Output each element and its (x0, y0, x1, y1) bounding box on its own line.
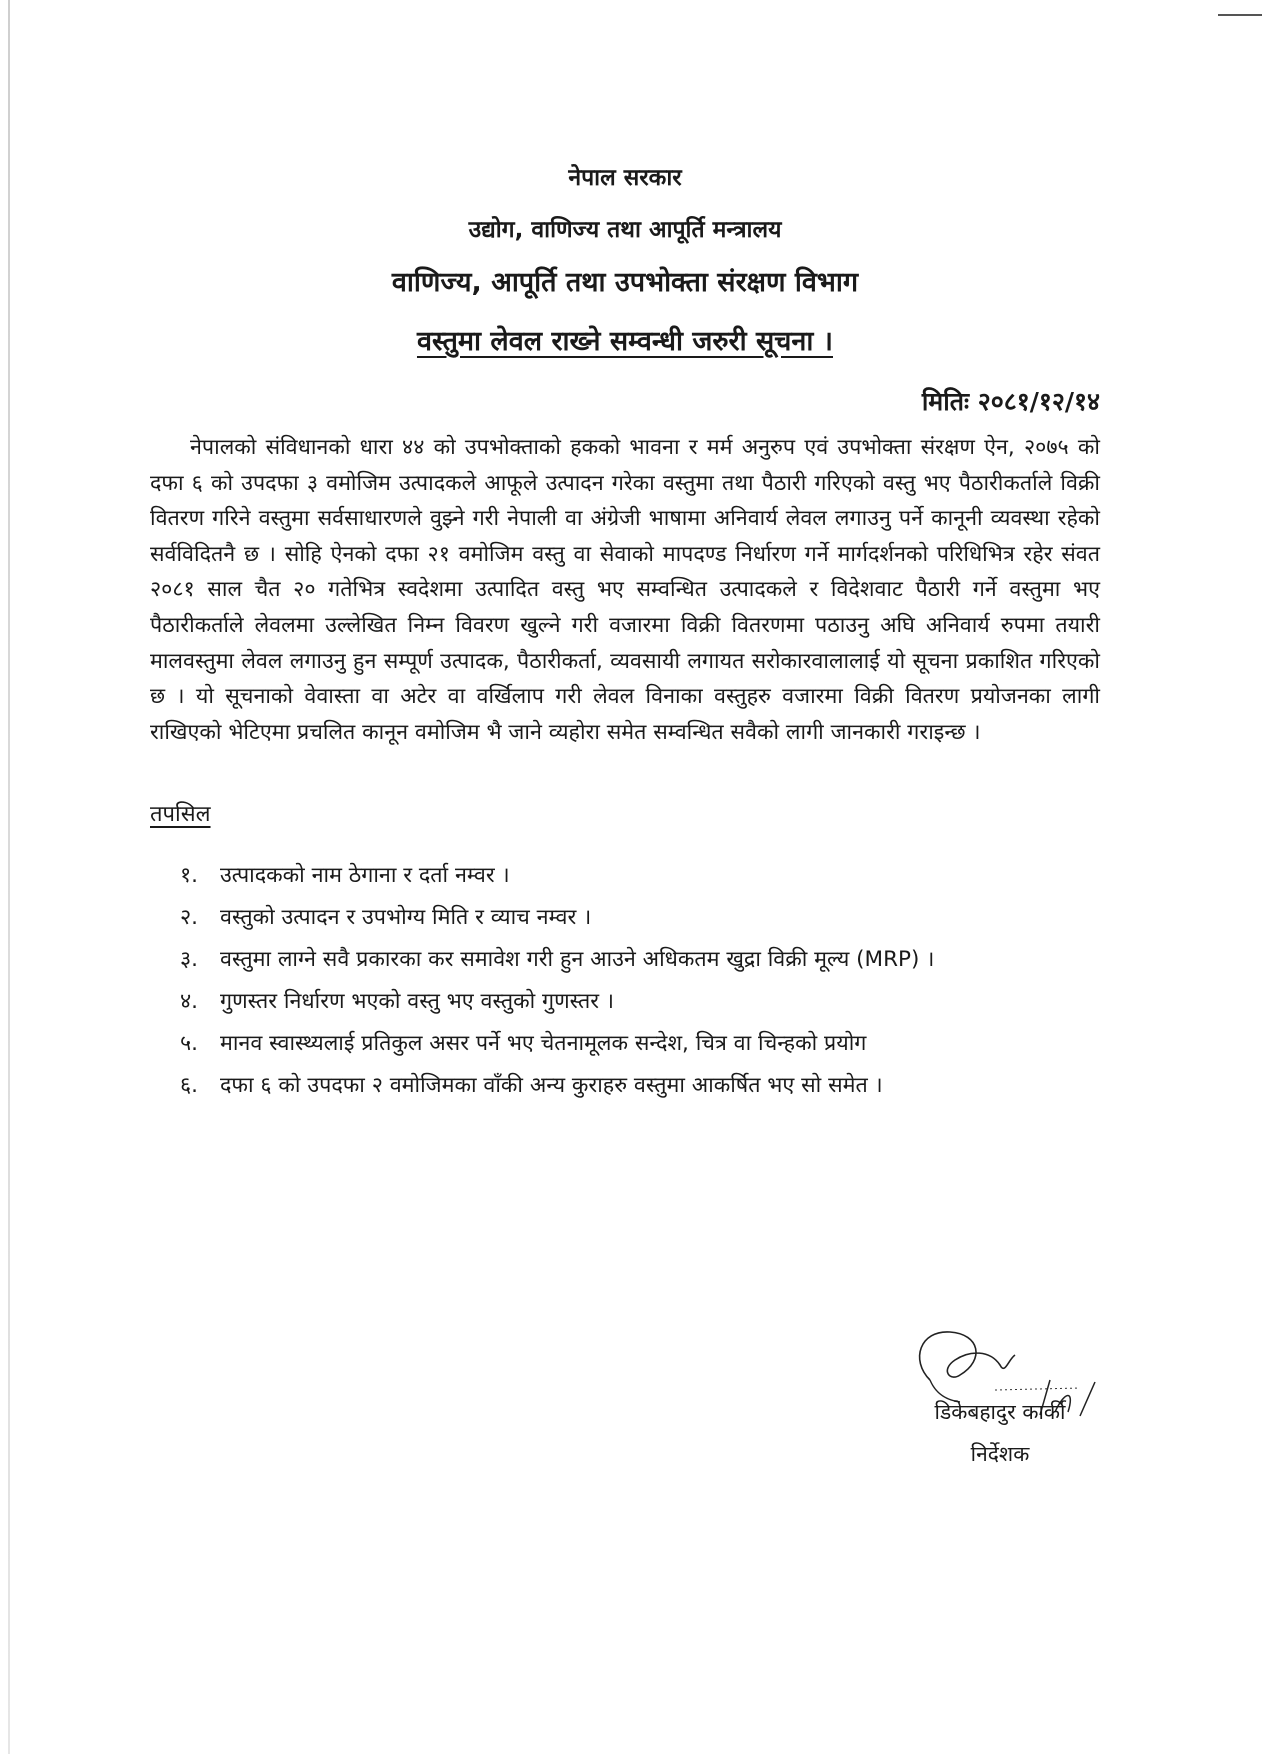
notice-body: नेपालको संविधानको धारा ४४ को उपभोक्ताको हकको भावना र मर्म अनुरुप एवं उपभोक्ता संरक्षण ऐन, २०७५ को दफा ६ को उपदफा ३ वमोजिम उत्पादकले आफूले उत्पादन गरेका वस्तुमा तथा पैठारी गरिएको वस्तु भए पैठारीकर्ताले विक्री वितरण गरिने वस्तुमा सर्वसाधारणले वुझ्ने गरी नेपाली वा अंग्रेजी भाषामा अनिवार्य लेवल लगाउनु पर्ने कानूनी व्यवस्था रहेको सर्वविदितनै छ । सोहि ऐनको दफा २१ वमोजिम वस्तु वा सेवाको मापदण्ड निर्धारण गर्ने मार्गदर्शनको परिधिभित्र रहेर संवत २०८१ साल चैत २० गतेभित्र स्वदेशमा उत्पादित वस्तु भए सम्वन्धित उत्पादकले र विदेशवाट पैठारी गर्ने वस्तुमा भए पैठारीकर्ताले लेवलमा उल्लेखित निम्न विवरण खुल्ने गरी वजारमा विक्री वितरणमा पठाउनु अघि अनिवार्य रुपमा तयारी मालवस्तुमा लेवल लगाउनु हुन सम्पूर्ण उत्पादक, पैठारीकर्ता, व्यवसायी लगायत सरोकारवालालाई यो सूचना प्रकाशित गरिएको छ । यो सूचनाको वेवास्ता वा अटेर वा वर्खिलाप गरी लेवल विनाका वस्तुहरु वजारमा विक्री वितरण प्रयोजनका लागी राखिएको भेटिएमा प्रचलित कानून वमोजिम भै जाने व्यहोरा समेत सम्वन्धित सवैको लागी जानकारी गराइन्छ । (150, 435, 1100, 745)
notice-subject: वस्तुमा लेवल राख्ने सम्वन्धी जरुरी सूचना । (416, 326, 833, 357)
letterhead (150, 160, 1100, 358)
list-item: ५. मानव स्वास्थ्यलाई प्रतिकुल असर पर्ने भए चेतनामूलक सन्देश, चित्र वा चिन्हको प्रयोग (180, 1030, 867, 1056)
scan-mark (1218, 14, 1262, 16)
signer-title: निर्देशक (970, 1442, 1030, 1466)
details-heading: तपसिल (150, 801, 211, 827)
notice-document (150, 150, 1100, 1110)
list-item: ३. वस्तुमा लाग्ने सवै प्रकारका कर समावेश गरी हुन आउने अधिकतम खुद्रा विक्री मूल्य (MRP) । (180, 946, 935, 972)
signature-block (900, 1340, 1100, 1468)
list-item: १. उत्पादकको नाम ठेगाना र दर्ता नम्वर । (180, 862, 510, 888)
notice-date: मितिः २०८१/१२/१४ (921, 387, 1100, 416)
scan-edge (8, 0, 10, 1754)
list-item: ४. गुणस्तर निर्धारण भएको वस्तु भए वस्तुको गुणस्तर । (180, 988, 615, 1014)
list-item: ६. दफा ६ को उपदफा २ वमोजिमका वाँकी अन्य कुराहरु वस्तुमा आकर्षित भए सो समेत । (180, 1072, 883, 1098)
list-item: २. वस्तुको उत्पादन र उपभोग्य मिति र व्याच नम्वर । (180, 904, 592, 930)
ministry-name: उद्योग, वाणिज्य तथा आपूर्ति मन्त्रालय (468, 217, 782, 243)
department-name: वाणिज्य, आपूर्ति तथा उपभोक्ता संरक्षण विभाग (391, 267, 859, 298)
signer-name: डिकेबहादुर कार्की (934, 1400, 1066, 1424)
government-name: नेपाल सरकार (568, 165, 682, 191)
details-list (150, 858, 1100, 1104)
